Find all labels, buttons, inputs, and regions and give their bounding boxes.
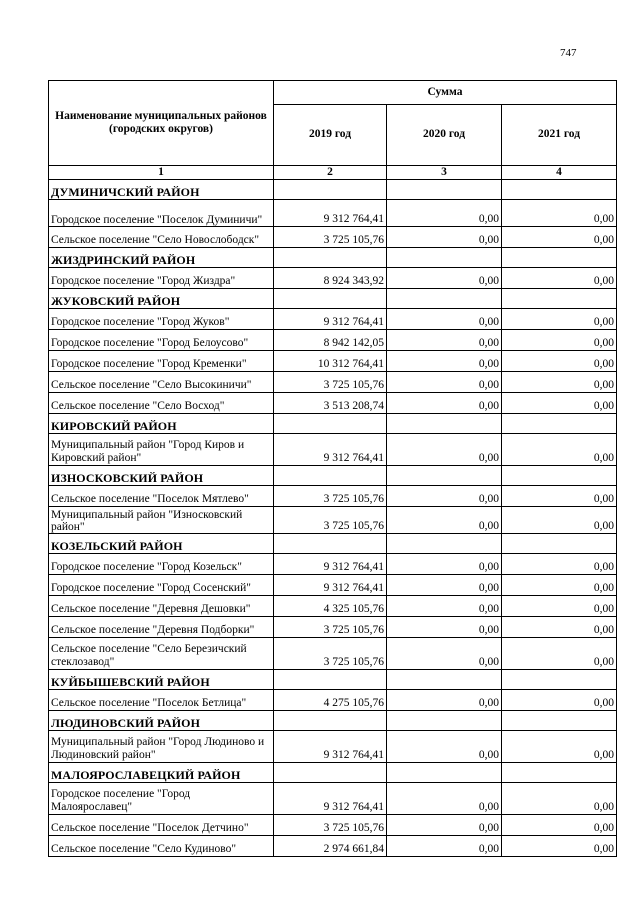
budget-table: [48, 80, 617, 857]
settlement-name: Сельское поселение "Село Восход": [49, 393, 274, 414]
amount-2021: 0,00: [502, 575, 617, 596]
empty-cell: [387, 763, 502, 783]
settlement-name: Сельское поселение "Поселок Мятлево": [49, 486, 274, 507]
header-year-2021: 2021 год: [502, 104, 617, 165]
settlement-name: Сельское поселение "Село Березичский стеклозавод": [49, 638, 274, 670]
table-row: [49, 372, 617, 393]
district-row: [49, 534, 617, 554]
amount-2021: 0,00: [502, 596, 617, 617]
empty-cell: [502, 414, 617, 434]
table-row: [49, 617, 617, 638]
page-number: 747: [560, 47, 577, 59]
table-row: [49, 596, 617, 617]
district-row: [49, 763, 617, 783]
empty-cell: [387, 248, 502, 268]
district-name: КОЗЕЛЬСКИЙ РАЙОН: [49, 534, 274, 554]
amount-2021: 0,00: [502, 351, 617, 372]
amount-2020: 0,00: [387, 617, 502, 638]
amount-2020: 0,00: [387, 268, 502, 289]
settlement-name: Сельское поселение "Поселок Бетлица": [49, 690, 274, 711]
table-row: [49, 554, 617, 575]
district-name: КИРОВСКИЙ РАЙОН: [49, 414, 274, 434]
settlement-name: Сельское поселение "Село Новослободск": [49, 227, 274, 248]
table-row: [49, 638, 617, 670]
amount-2020: 0,00: [387, 783, 502, 815]
settlement-name: Сельское поселение "Деревня Подборки": [49, 617, 274, 638]
col-number-4: 4: [502, 166, 617, 180]
empty-cell: [387, 466, 502, 486]
header-year-2020: 2020 год: [387, 104, 502, 165]
amount-2020: 0,00: [387, 507, 502, 534]
table-row: [49, 507, 617, 534]
district-row: [49, 289, 617, 309]
col-number-1: 1: [49, 166, 274, 180]
amount-2021: 0,00: [502, 486, 617, 507]
amount-2021: 0,00: [502, 393, 617, 414]
table-row: [49, 731, 617, 763]
district-name: ИЗНОСКОВСКИЙ РАЙОН: [49, 466, 274, 486]
amount-2019: 8 942 142,05: [274, 330, 387, 351]
settlement-name: Сельское поселение "Поселок Детчино": [49, 815, 274, 836]
amount-2021: 0,00: [502, 638, 617, 670]
district-name: ДУМИНИЧСКИЙ РАЙОН: [49, 180, 274, 200]
district-row: [49, 248, 617, 268]
table-row: [49, 815, 617, 836]
settlement-name: Городское поселение "Город Козельск": [49, 554, 274, 575]
amount-2021: 0,00: [502, 554, 617, 575]
empty-cell: [502, 180, 617, 200]
settlement-name: Городское поселение "Город Сосенский": [49, 575, 274, 596]
empty-cell: [502, 466, 617, 486]
amount-2021: 0,00: [502, 200, 617, 227]
settlement-name: Муниципальный район "Город Киров и Кировский район": [49, 434, 274, 466]
amount-2019: 9 312 764,41: [274, 731, 387, 763]
amount-2021: 0,00: [502, 731, 617, 763]
amount-2020: 0,00: [387, 227, 502, 248]
empty-cell: [387, 670, 502, 690]
amount-2019: 3 725 105,76: [274, 617, 387, 638]
amount-2019: 10 312 764,41: [274, 351, 387, 372]
header-year-2019: 2019 год: [274, 104, 387, 165]
amount-2020: 0,00: [387, 351, 502, 372]
amount-2020: 0,00: [387, 309, 502, 330]
district-row: [49, 670, 617, 690]
amount-2020: 0,00: [387, 731, 502, 763]
settlement-name: Муниципальный район "Износковский район": [49, 507, 274, 534]
amount-2020: 0,00: [387, 554, 502, 575]
settlement-name: Городское поселение "Город Малоярославец": [49, 783, 274, 815]
amount-2020: 0,00: [387, 200, 502, 227]
header-name-column: Наименование муниципальных районов (городских округов): [49, 81, 274, 166]
settlement-name: Сельское поселение "Село Кудиново": [49, 836, 274, 857]
empty-cell: [387, 414, 502, 434]
amount-2019: 9 312 764,41: [274, 309, 387, 330]
table-row: [49, 690, 617, 711]
amount-2019: 2 974 661,84: [274, 836, 387, 857]
amount-2021: 0,00: [502, 434, 617, 466]
amount-2021: 0,00: [502, 815, 617, 836]
amount-2019: 9 312 764,41: [274, 200, 387, 227]
table-row: [49, 836, 617, 857]
empty-cell: [387, 289, 502, 309]
empty-cell: [274, 289, 387, 309]
settlement-name: Сельское поселение "Село Высокиничи": [49, 372, 274, 393]
settlement-name: Городское поселение "Город Жуков": [49, 309, 274, 330]
table-row: [49, 434, 617, 466]
amount-2020: 0,00: [387, 372, 502, 393]
empty-cell: [274, 466, 387, 486]
empty-cell: [274, 534, 387, 554]
amount-2020: 0,00: [387, 836, 502, 857]
col-number-3: 3: [387, 166, 502, 180]
amount-2021: 0,00: [502, 309, 617, 330]
table-row: [49, 330, 617, 351]
district-row: [49, 414, 617, 434]
table-row: [49, 227, 617, 248]
amount-2021: 0,00: [502, 227, 617, 248]
empty-cell: [502, 289, 617, 309]
amount-2019: 9 312 764,41: [274, 575, 387, 596]
amount-2020: 0,00: [387, 434, 502, 466]
amount-2020: 0,00: [387, 486, 502, 507]
district-row: [49, 466, 617, 486]
amount-2019: 3 725 105,76: [274, 372, 387, 393]
amount-2019: 9 312 764,41: [274, 434, 387, 466]
empty-cell: [274, 763, 387, 783]
empty-cell: [502, 763, 617, 783]
amount-2020: 0,00: [387, 596, 502, 617]
table-row: [49, 575, 617, 596]
amount-2021: 0,00: [502, 372, 617, 393]
amount-2019: 3 725 105,76: [274, 227, 387, 248]
amount-2019: 3 725 105,76: [274, 638, 387, 670]
district-name: ЖИЗДРИНСКИЙ РАЙОН: [49, 248, 274, 268]
settlement-name: Сельское поселение "Деревня Дешовки": [49, 596, 274, 617]
empty-cell: [387, 534, 502, 554]
table-row: [49, 351, 617, 372]
district-row: [49, 180, 617, 200]
amount-2019: 3 725 105,76: [274, 486, 387, 507]
amount-2020: 0,00: [387, 393, 502, 414]
settlement-name: Городское поселение "Поселок Думиничи": [49, 200, 274, 227]
table-row: [49, 309, 617, 330]
district-name: МАЛОЯРОСЛАВЕЦКИЙ РАЙОН: [49, 763, 274, 783]
amount-2019: 9 312 764,41: [274, 783, 387, 815]
district-name: КУЙБЫШЕВСКИЙ РАЙОН: [49, 670, 274, 690]
amount-2019: 4 275 105,76: [274, 690, 387, 711]
settlement-name: Городское поселение "Город Кременки": [49, 351, 274, 372]
amount-2019: 3 513 208,74: [274, 393, 387, 414]
empty-cell: [502, 711, 617, 731]
empty-cell: [502, 534, 617, 554]
amount-2021: 0,00: [502, 507, 617, 534]
amount-2020: 0,00: [387, 638, 502, 670]
amount-2019: 9 312 764,41: [274, 554, 387, 575]
amount-2021: 0,00: [502, 836, 617, 857]
amount-2021: 0,00: [502, 268, 617, 289]
table-row: [49, 393, 617, 414]
empty-cell: [502, 670, 617, 690]
col-number-2: 2: [274, 166, 387, 180]
amount-2019: 3 725 105,76: [274, 815, 387, 836]
amount-2020: 0,00: [387, 690, 502, 711]
empty-cell: [387, 711, 502, 731]
amount-2019: 4 325 105,76: [274, 596, 387, 617]
amount-2021: 0,00: [502, 690, 617, 711]
amount-2019: 3 725 105,76: [274, 507, 387, 534]
table-row: [49, 200, 617, 227]
table-row: [49, 486, 617, 507]
empty-cell: [274, 670, 387, 690]
amount-2020: 0,00: [387, 575, 502, 596]
amount-2020: 0,00: [387, 330, 502, 351]
empty-cell: [502, 248, 617, 268]
settlement-name: Муниципальный район "Город Людиново и Людиновский район": [49, 731, 274, 763]
settlement-name: Городское поселение "Город Жиздра": [49, 268, 274, 289]
empty-cell: [274, 711, 387, 731]
amount-2021: 0,00: [502, 330, 617, 351]
district-row: [49, 711, 617, 731]
table-body: [49, 180, 617, 857]
settlement-name: Городское поселение "Город Белоусово": [49, 330, 274, 351]
empty-cell: [387, 180, 502, 200]
empty-cell: [274, 180, 387, 200]
district-name: ЖУКОВСКИЙ РАЙОН: [49, 289, 274, 309]
amount-2021: 0,00: [502, 617, 617, 638]
amount-2021: 0,00: [502, 783, 617, 815]
district-name: ЛЮДИНОВСКИЙ РАЙОН: [49, 711, 274, 731]
table-row: [49, 268, 617, 289]
header-sum: Сумма: [274, 81, 617, 105]
empty-cell: [274, 248, 387, 268]
amount-2019: 8 924 343,92: [274, 268, 387, 289]
amount-2020: 0,00: [387, 815, 502, 836]
table-row: [49, 783, 617, 815]
empty-cell: [274, 414, 387, 434]
